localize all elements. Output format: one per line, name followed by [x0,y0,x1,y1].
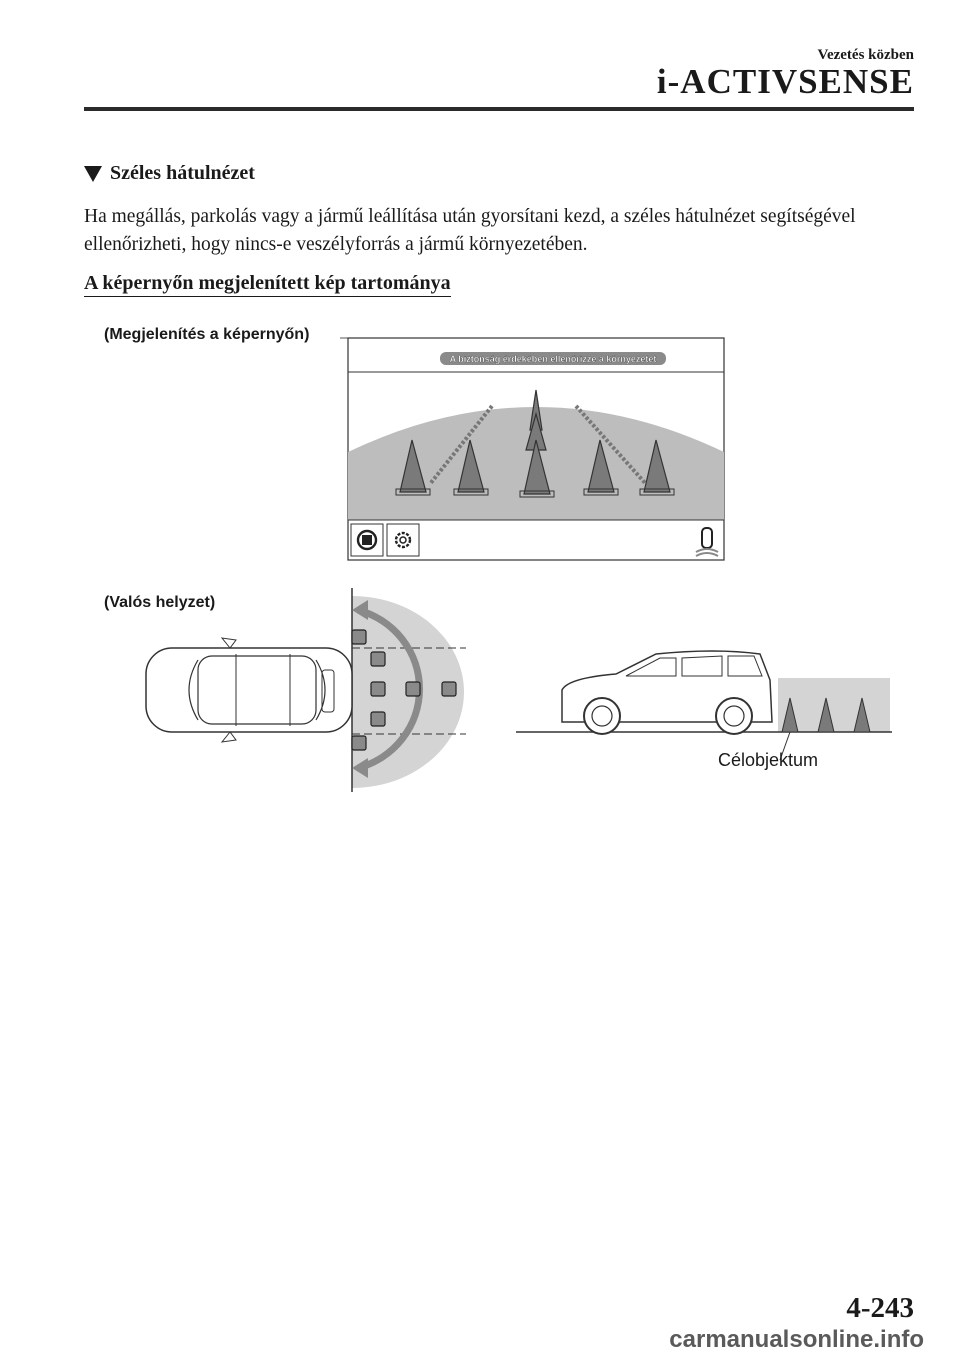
settings-gear-icon[interactable] [387,524,419,556]
real-situation-side-view [516,640,896,780]
chapter-label: Vezetés közben [817,47,914,63]
subsection-heading: A képernyőn megjelenített kép tartománya [84,272,451,297]
screen-display-label: (Megjelenítés a képernyőn) [104,326,310,343]
section-heading [84,162,255,185]
chapter-title: i-ACTIVSENSE [656,62,914,101]
header-divider [84,107,914,111]
triangle-down-icon [84,166,102,182]
target-object-label: Célobjektum [717,750,819,770]
section-heading-text: Széles hátulnézet [110,162,255,184]
camera-switch-icon[interactable] [351,524,383,556]
real-situation-label: (Valós helyzet) [104,594,216,611]
body-paragraph: Ha megállás, parkolás vagy a jármű leállítása után gyorsítani kezd, a széles hátulnézet segítségével ellenőrizheti, hogy nincs-e veszélyforrás a jármű környezetében. [84,206,856,255]
screen-banner-text: A biztonság érdekében ellenőrizze a környezetet [449,354,657,364]
real-situation-top-view [140,588,470,792]
page-number: 4-243 [846,1292,914,1324]
screen-display-illustration [340,334,726,564]
watermark: carmanualsonline.info [669,1326,924,1353]
